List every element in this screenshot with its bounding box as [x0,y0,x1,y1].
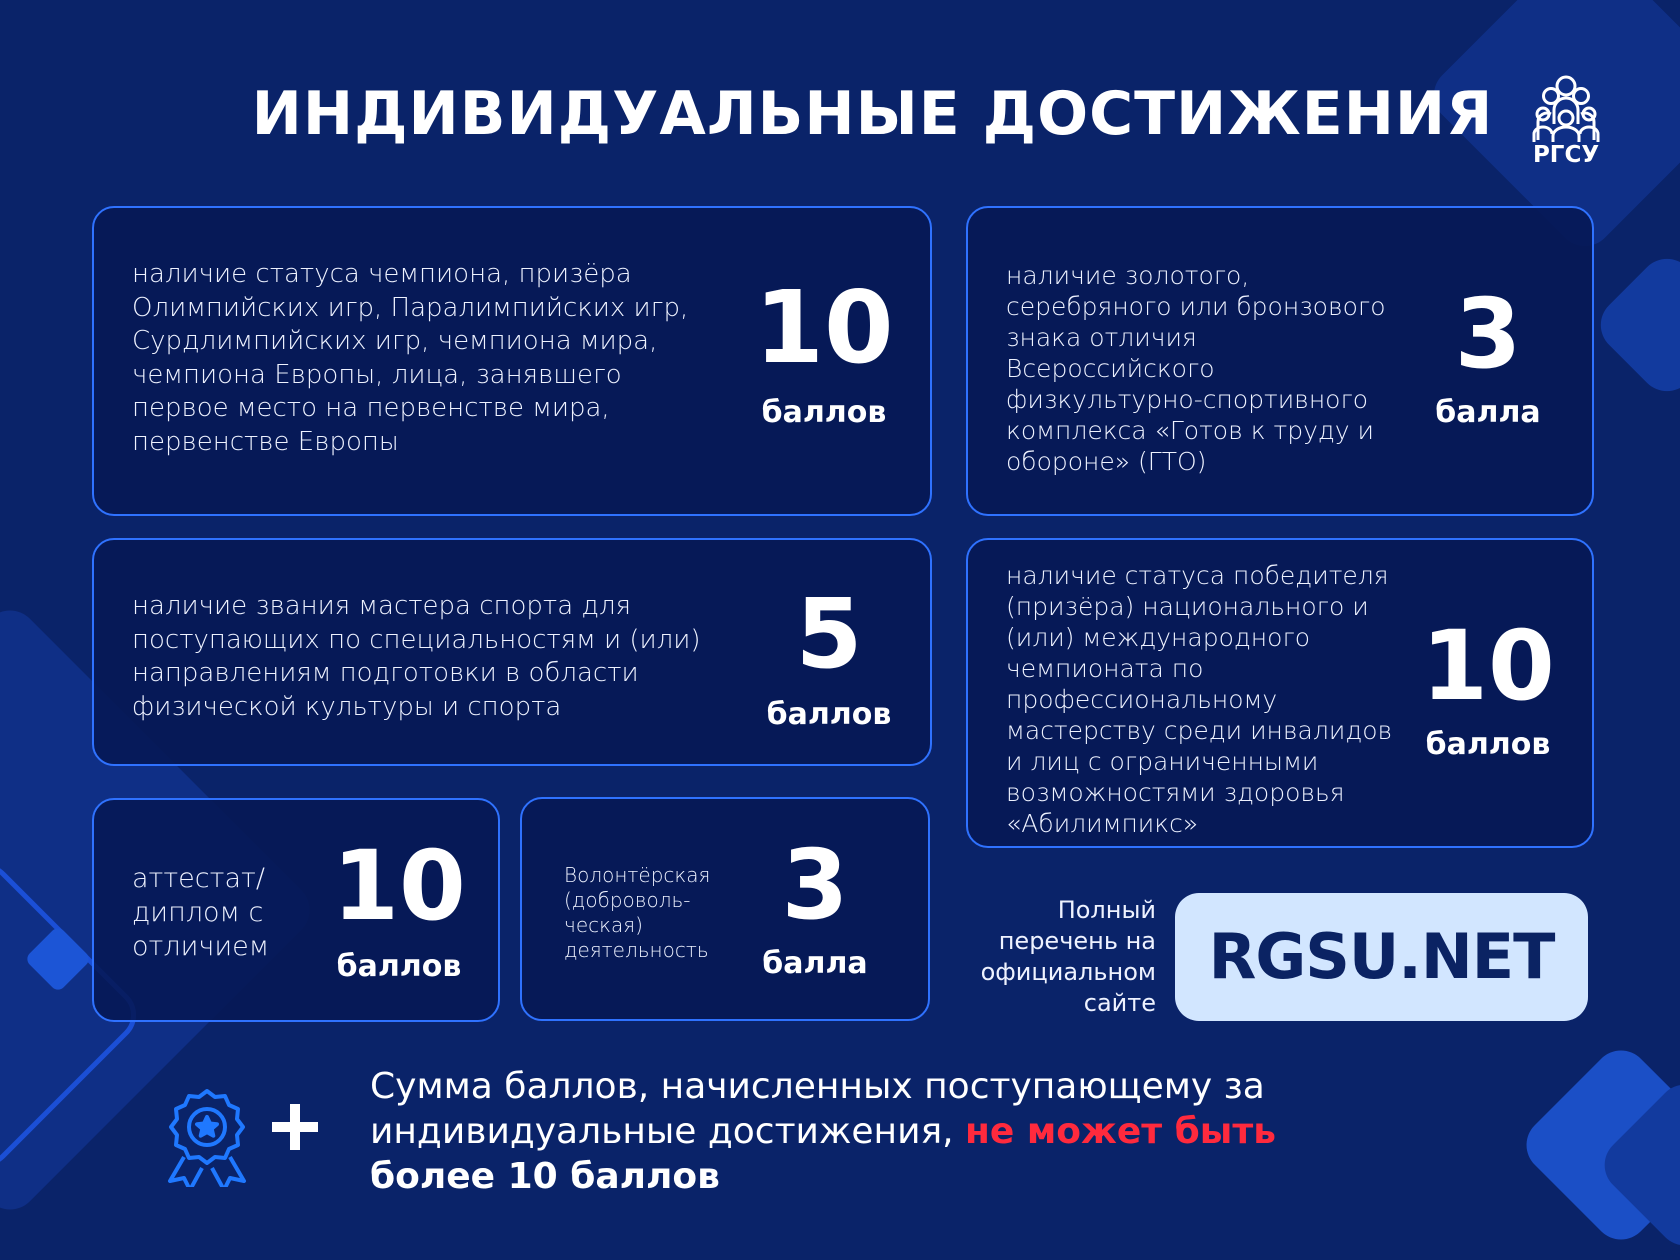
achievement-card-gto [966,206,1594,516]
card-points: 3 [1454,278,1522,390]
card-points: 10 [754,269,894,386]
footer-text-start: Сумма баллов, начисленных поступающему за индивидуальные достижения, [370,1066,1265,1152]
card-description: Волонтёрская (доброволь-ческая) деятельность [564,863,711,962]
achievement-card-olympic [92,206,932,516]
card-description: наличие золотого, серебряного или бронзового знака отличия Всероссийского физкультурно-спортивного комплекса «Готов к труду и обороне» (ГТО) [1006,261,1386,476]
footer-text-end: более 10 баллов [370,1156,720,1197]
card-description: наличие статуса победителя (призёра) национального и (или) международного чемпионата по профессиональному мастерству среди инвалидов и лиц с ограниченными возможностями здоровья «Абилимпикс» [1006,561,1393,838]
logo-text: РГСУ [1532,142,1600,168]
card-points: 10 [1421,610,1555,722]
card-description: наличие статуса чемпиона, призёра Олимпийских игр, Паралимпийских игр, Сурдлимпийских игр, чемпиона мира, чемпиона Европы, лица, занявшего первое место на первенстве мира, первенстве Европы [132,259,689,457]
link-caption: Полный перечень на официальном сайте [980,896,1156,1017]
logo [1526,74,1606,184]
achievement-card-honors-diploma [92,798,500,1022]
card-points-unit: балла [1435,395,1541,430]
card-points-unit: баллов [766,697,892,732]
card-points-unit: баллов [761,395,887,430]
card-points-unit: баллов [1425,727,1551,762]
website-link[interactable]: RGSU.NET [1175,893,1588,1021]
plus-icon [270,1102,320,1152]
page-title: ИНДИВИДУАЛЬНЫЕ ДОСТИЖЕНИЯ [251,79,1494,149]
footer-note [370,1064,1370,1199]
card-description: наличие звания мастера спорта для поступающих по специальностям и (или) направлениям подготовки в области физической культуры и спорта [132,591,701,722]
card-points: 3 [781,829,849,941]
card-points: 10 [332,830,466,942]
card-points-unit: баллов [336,949,462,984]
card-description: аттестат/ диплом с отличием [132,863,270,962]
achievement-card-sport-master [92,538,932,766]
achievement-card-abilympics [966,538,1594,848]
footer-text-accent: не может быть [965,1111,1276,1152]
achievement-card-volunteer [520,797,930,1021]
card-points: 5 [795,578,863,690]
card-points-unit: балла [762,946,868,981]
people-group-icon [1532,74,1600,144]
award-medal-icon [158,1087,256,1187]
